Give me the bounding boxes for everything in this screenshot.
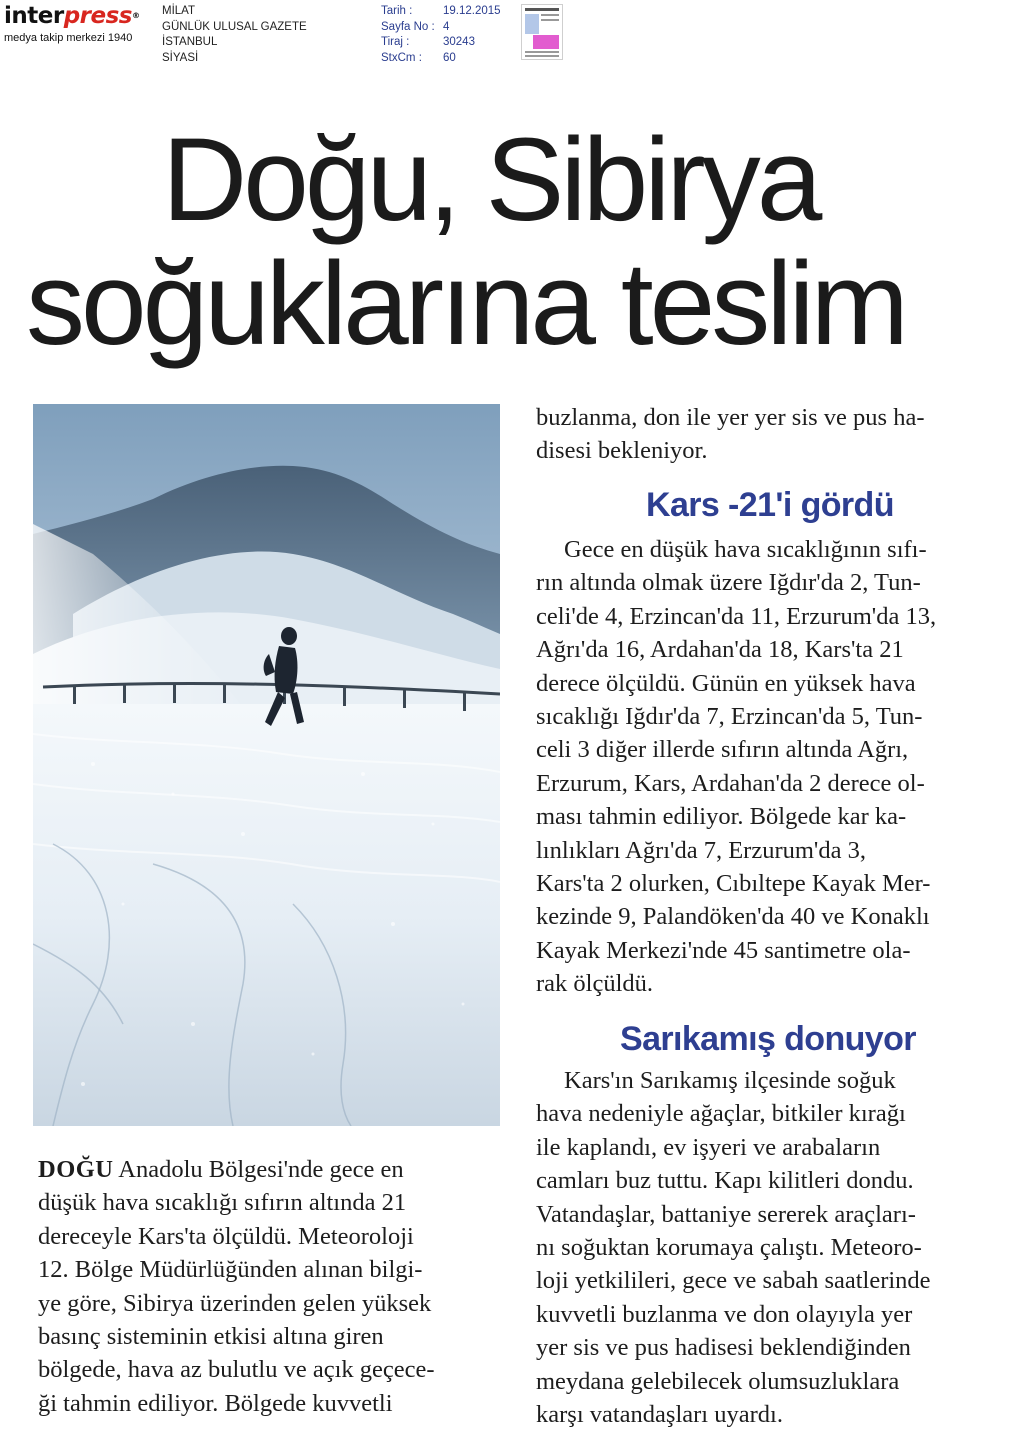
body-line: Erzurum, Kars, Ardahan'da 2 derece ol- [536,769,925,797]
meta-circulation: Tiraj : 30243 [381,36,475,48]
body-line: disesi bekleniyor. [536,437,708,465]
body-line: meydana gelebilecek olumsuzluklara [536,1367,900,1395]
body-line: Gece en düşük hava sıcaklığının sıfı- [564,536,927,563]
publication-info [162,4,307,66]
body-line: ye göre, Sibirya üzerinden gelen yüksek [38,1289,432,1317]
body-line: nı soğuktan korumaya çalıştı. Meteoro- [536,1234,922,1262]
headline-line-1: Doğu, Sibirya [162,114,819,246]
body-line: dereceyle Kars'ta ölçüldü. Meteoroloji [38,1222,414,1250]
body-line: düşük hava sıcaklığı sıfırın altında 21 [38,1189,407,1217]
body-line: bölgede, hava az bulutlu ve açık geçece- [38,1356,435,1384]
subheading-kars: Kars -21'i gördü [646,486,894,524]
body-line: rın altında olmak üzere Iğdır'da 2, Tun- [536,569,921,597]
meta-column-cm: StxCm : 60 [381,51,456,64]
publication-name: MİLAT [162,5,196,17]
body-line: celi'de 4, Erzincan'da 11, Erzurum'da 13, [536,602,937,630]
logo-tagline: medya takip merkezi 1940 [4,32,133,44]
article-headline [26,114,1001,370]
meta-date: Tarih : 19.12.2015 [381,5,501,17]
body-line: loji yetkilileri, gece ve sabah saatlerinde [536,1267,931,1295]
body-line: kezinde 9, Palandöken'da 40 ve Konaklı [536,903,930,931]
body-line: lınlıkları Ağrı'da 7, Erzurum'da 3, [536,836,866,864]
body-line: buzlanma, don ile yer yer sis ve pus ha- [536,404,925,431]
publication-category: SİYASİ [162,51,199,64]
body-line: derece ölçüldü. Günün en yüksek hava [536,669,916,697]
subheading-sarikamis: Sarıkamış donuyor [620,1020,916,1058]
body-line: hava nedeniyle ağaçlar, bitkiler kırağı [536,1100,906,1128]
clipping-metadata [381,4,501,66]
body-line: DOĞU Anadolu Bölgesi'nde gece en [38,1156,404,1183]
body-line: Kayak Merkezi'nde 45 santimetre ola- [536,936,911,964]
body-line: ği tahmin ediliyor. Bölgede kuvvetli [38,1389,393,1417]
article-body-left [38,1153,500,1420]
body-line: camları buz tuttu. Kapı kilitleri dondu. [536,1167,914,1195]
body-line: yer sis ve pus hadisesi beklendiğinden [536,1334,911,1362]
article-section-kars [536,533,996,1001]
body-line: ile kaplandı, ev işyeri ve arabaların [536,1133,881,1161]
body-line: basınç sisteminin etkisi altına giren [38,1323,384,1351]
dateline-word: DOĞU [38,1156,114,1183]
headline-line-2: soğuklarına teslim [26,238,905,370]
publication-city: İSTANBUL [162,36,218,48]
body-line: 12. Bölge Müdürlüğünden alınan bilgi- [38,1256,423,1284]
logo-wordmark: interpress® [4,3,140,29]
meta-page: Sayfa No : 4 [381,20,450,33]
body-line: karşı vatandaşları uyardı. [536,1401,783,1429]
body-line: sıcaklığı Iğdır'da 7, Erzincan'da 5, Tun- [536,703,923,731]
publication-type: GÜNLÜK ULUSAL GAZETE [162,20,307,33]
body-line: ması tahmin ediliyor. Bölgede kar ka- [536,803,907,831]
article-section-sarikamis [536,1064,996,1431]
interpress-logo [4,4,154,50]
article-photo [33,404,500,1126]
body-line: Ağrı'da 16, Ardahan'da 18, Kars'ta 21 [536,636,904,664]
body-line: kuvvetli buzlanma ve don olayıyla yer [536,1300,913,1328]
body-line: Kars'ın Sarıkamış ilçesinde soğuk [564,1067,896,1094]
body-line: celi 3 diğer illerde sıfırın altında Ağrı, [536,736,909,764]
body-line: Vatandaşlar, battaniye sererek araçları- [536,1200,916,1228]
page-thumbnail[interactable] [521,4,563,60]
body-line: Kars'ta 2 olurken, Cıbıltepe Kayak Mer- [536,870,931,898]
body-line: rak ölçüldü. [536,970,654,998]
article-body-right-top [536,401,996,468]
